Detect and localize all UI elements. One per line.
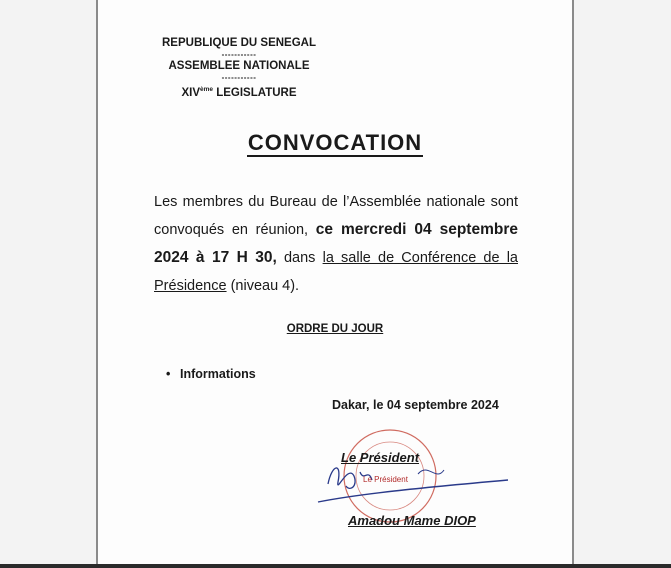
body-intro: Les membres du Bureau de l’Assemblée nationale sont convoqués en réunion, (154, 194, 518, 238)
meeting-datetime: ce mercredi 04 septembre 2024 à 17 H 30, (154, 221, 518, 266)
legislature (154, 82, 324, 101)
title-text: CONVOCATION (247, 130, 423, 155)
letterhead (154, 36, 324, 101)
agenda-title: ORDRE DU JOUR (286, 323, 384, 335)
place-and-date: Dakar, le 04 septembre 2024 (332, 398, 499, 412)
header-separator: ----------- (221, 50, 257, 59)
body-level: (niveau 4). (226, 278, 300, 294)
header-separator: ----------- (221, 73, 257, 82)
legislature-superscript: ème (200, 86, 214, 93)
convocation-body (154, 188, 518, 300)
institution-name: ASSEMBLEE NATIONALE (168, 60, 310, 72)
document-page (96, 0, 574, 568)
agenda-item: • Informations (166, 367, 256, 381)
bottom-edge (0, 564, 671, 568)
country-name: REPUBLIQUE DU SENEGAL (162, 37, 316, 49)
signatory-name: Amadou Mame DIOP (348, 513, 476, 528)
agenda-list (166, 367, 256, 381)
legislature-number: XIV (181, 86, 201, 99)
signatory-title: Le Président (341, 450, 420, 465)
meeting-location: la salle de Conférence de la Présidence (154, 250, 518, 294)
document-title (98, 130, 572, 156)
body-connector: dans (276, 250, 323, 266)
legislature-label: LEGISLATURE (213, 86, 297, 99)
stamp-inner-text: Le Président (363, 475, 408, 484)
